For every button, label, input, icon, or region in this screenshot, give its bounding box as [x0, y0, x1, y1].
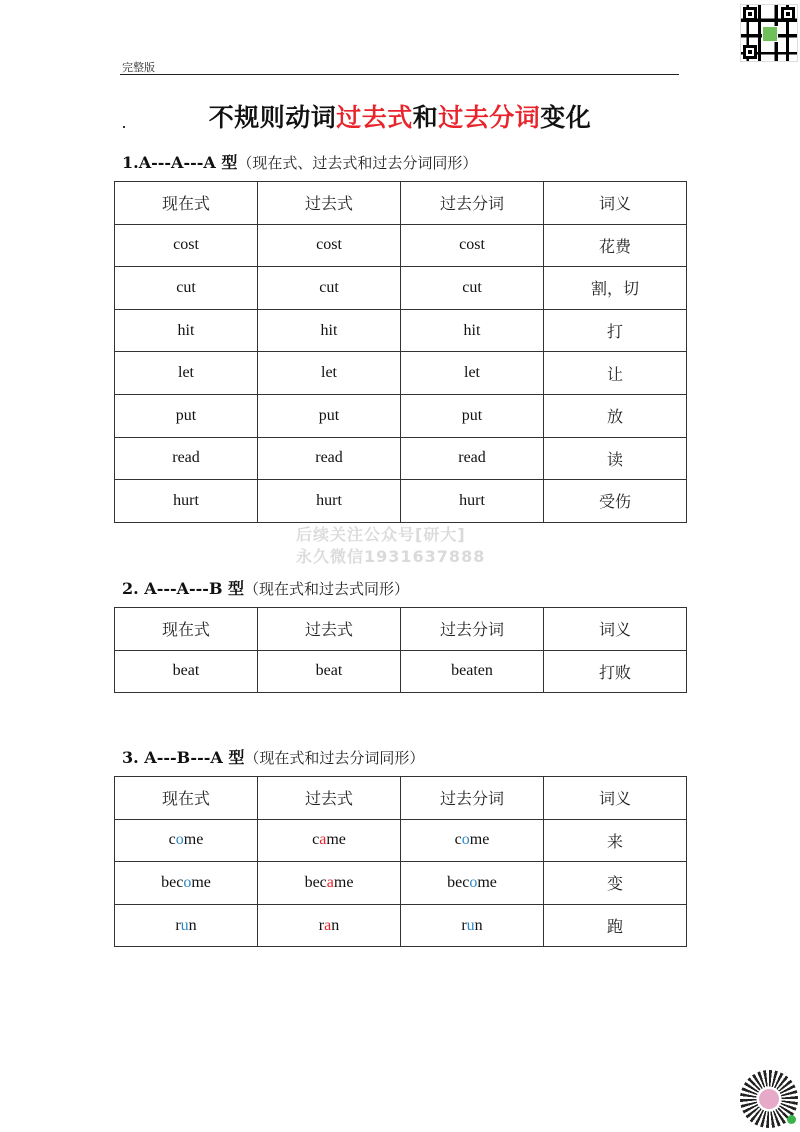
word-part: c	[454, 831, 462, 849]
verb-form-cell: cut	[115, 267, 258, 310]
column-header: 词义	[544, 608, 687, 651]
vowel-highlight: o	[469, 873, 478, 891]
word-part: c	[168, 831, 176, 849]
vowel-highlight: o	[183, 873, 192, 891]
column-header: 过去式	[258, 182, 401, 225]
table-row	[115, 267, 687, 310]
vowel-highlight: a	[324, 916, 332, 934]
section-desc: （现在式和过去式同形）	[244, 580, 410, 598]
column-header: 现在式	[115, 777, 258, 820]
verb-form-cell: put	[401, 394, 544, 437]
vowel-highlight: o	[175, 831, 184, 849]
column-header: 过去式	[258, 608, 401, 651]
table-row	[115, 437, 687, 480]
vowel-highlight: a	[326, 873, 334, 891]
verb-form-cell: put	[258, 394, 401, 437]
word-part: r	[461, 916, 467, 934]
verb-table	[114, 776, 687, 947]
verb-form-cell: cut	[258, 267, 401, 310]
verb-form-cell: put	[115, 394, 258, 437]
verb-form-cell: cut	[401, 267, 544, 310]
word-part: n	[474, 916, 483, 934]
verb-form-cell	[115, 904, 258, 947]
meaning-cell: 打败	[544, 650, 687, 693]
word-part: me	[191, 873, 211, 891]
table-row	[115, 819, 687, 862]
verb-form-cell: hit	[115, 309, 258, 352]
vowel-highlight: u	[466, 916, 475, 934]
table-row	[115, 352, 687, 395]
word-part: n	[331, 916, 340, 934]
section-code: 3. A---B---A 型	[122, 748, 245, 767]
section-heading	[122, 745, 424, 768]
header-divider	[120, 74, 679, 75]
verb-form-cell: let	[115, 352, 258, 395]
vowel-highlight: o	[461, 831, 470, 849]
verb-form-cell: read	[115, 437, 258, 480]
meaning-cell: 放	[544, 394, 687, 437]
verb-form-cell	[258, 819, 401, 862]
verb-form-cell: cost	[115, 224, 258, 267]
word-part: bec	[161, 873, 184, 891]
table-row	[115, 394, 687, 437]
word-part: c	[312, 831, 320, 849]
table-row	[115, 862, 687, 905]
meaning-cell: 跑	[544, 904, 687, 947]
table-row	[115, 904, 687, 947]
verb-form-cell: hit	[258, 309, 401, 352]
verb-form-cell	[401, 819, 544, 862]
verb-form-cell: beat	[115, 650, 258, 693]
meaning-cell: 受伤	[544, 480, 687, 523]
verb-form-cell	[258, 904, 401, 947]
watermark-line: 永久微信1931637888	[296, 547, 486, 566]
word-part: me	[333, 873, 354, 891]
watermark-line: 后续关注公众号[研大]	[296, 525, 466, 544]
column-header: 词义	[544, 777, 687, 820]
column-header: 过去分词	[401, 777, 544, 820]
page-title	[0, 98, 800, 134]
column-header: 现在式	[115, 608, 258, 651]
word-part: me	[477, 873, 497, 891]
verb-form-cell: hit	[401, 309, 544, 352]
verb-table	[114, 607, 687, 693]
title-highlight: 过去分词	[438, 103, 541, 132]
meaning-cell: 读	[544, 437, 687, 480]
meaning-cell: 割，切	[544, 267, 687, 310]
column-header: 过去分词	[401, 608, 544, 651]
verb-form-cell: read	[258, 437, 401, 480]
verb-form-cell: let	[401, 352, 544, 395]
column-header: 过去式	[258, 777, 401, 820]
meaning-cell: 让	[544, 352, 687, 395]
verb-form-cell	[401, 904, 544, 947]
column-header: 过去分词	[401, 182, 544, 225]
word-part: r	[175, 916, 181, 934]
table-row	[115, 224, 687, 267]
verb-form-cell	[401, 862, 544, 905]
title-part: 变化	[540, 103, 592, 132]
table-row	[115, 480, 687, 523]
word-part: n	[188, 916, 197, 934]
meaning-cell: 打	[544, 309, 687, 352]
table-header-row	[115, 608, 687, 651]
table-row	[115, 650, 687, 693]
verb-form-cell	[258, 862, 401, 905]
word-part: bec	[304, 873, 327, 891]
header-label: 完整版	[122, 61, 155, 74]
qr-code-icon	[740, 4, 798, 62]
section-desc: （现在式、过去式和过去分词同形）	[237, 154, 478, 172]
verb-form-cell: let	[258, 352, 401, 395]
watermark	[296, 524, 508, 568]
vowel-highlight: a	[319, 831, 327, 849]
word-part: me	[469, 831, 490, 849]
verb-form-cell: read	[401, 437, 544, 480]
verb-form-cell: cost	[258, 224, 401, 267]
verb-form-cell: hurt	[401, 480, 544, 523]
meaning-cell: 花费	[544, 224, 687, 267]
table-header-row	[115, 182, 687, 225]
section-code: 2. A---A---B 型	[122, 579, 245, 598]
verb-table	[114, 181, 687, 523]
meaning-cell: 来	[544, 819, 687, 862]
verb-form-cell: cost	[401, 224, 544, 267]
word-part: me	[326, 831, 346, 849]
word-part: bec	[447, 873, 470, 891]
column-header: 现在式	[115, 182, 258, 225]
word-part: me	[183, 831, 204, 849]
column-header: 词义	[544, 182, 687, 225]
table-row	[115, 309, 687, 352]
vowel-highlight: u	[180, 916, 189, 934]
verb-form-cell	[115, 819, 258, 862]
verb-form-cell: hurt	[258, 480, 401, 523]
verb-form-cell: beaten	[401, 650, 544, 693]
verb-form-cell	[115, 862, 258, 905]
title-part: 不规则动词	[208, 103, 337, 132]
section-heading	[122, 576, 409, 599]
word-part: r	[318, 916, 325, 934]
section-desc: （现在式和过去分词同形）	[244, 749, 425, 767]
meaning-cell: 变	[544, 862, 687, 905]
section-heading	[122, 150, 477, 173]
mini-program-code-icon	[740, 1070, 798, 1128]
section-code: 1.A---A---A 型	[122, 153, 238, 172]
verb-form-cell: beat	[258, 650, 401, 693]
table-header-row	[115, 777, 687, 820]
title-part: 和	[412, 103, 439, 132]
verb-form-cell: hurt	[115, 480, 258, 523]
title-highlight: 过去式	[336, 103, 413, 132]
